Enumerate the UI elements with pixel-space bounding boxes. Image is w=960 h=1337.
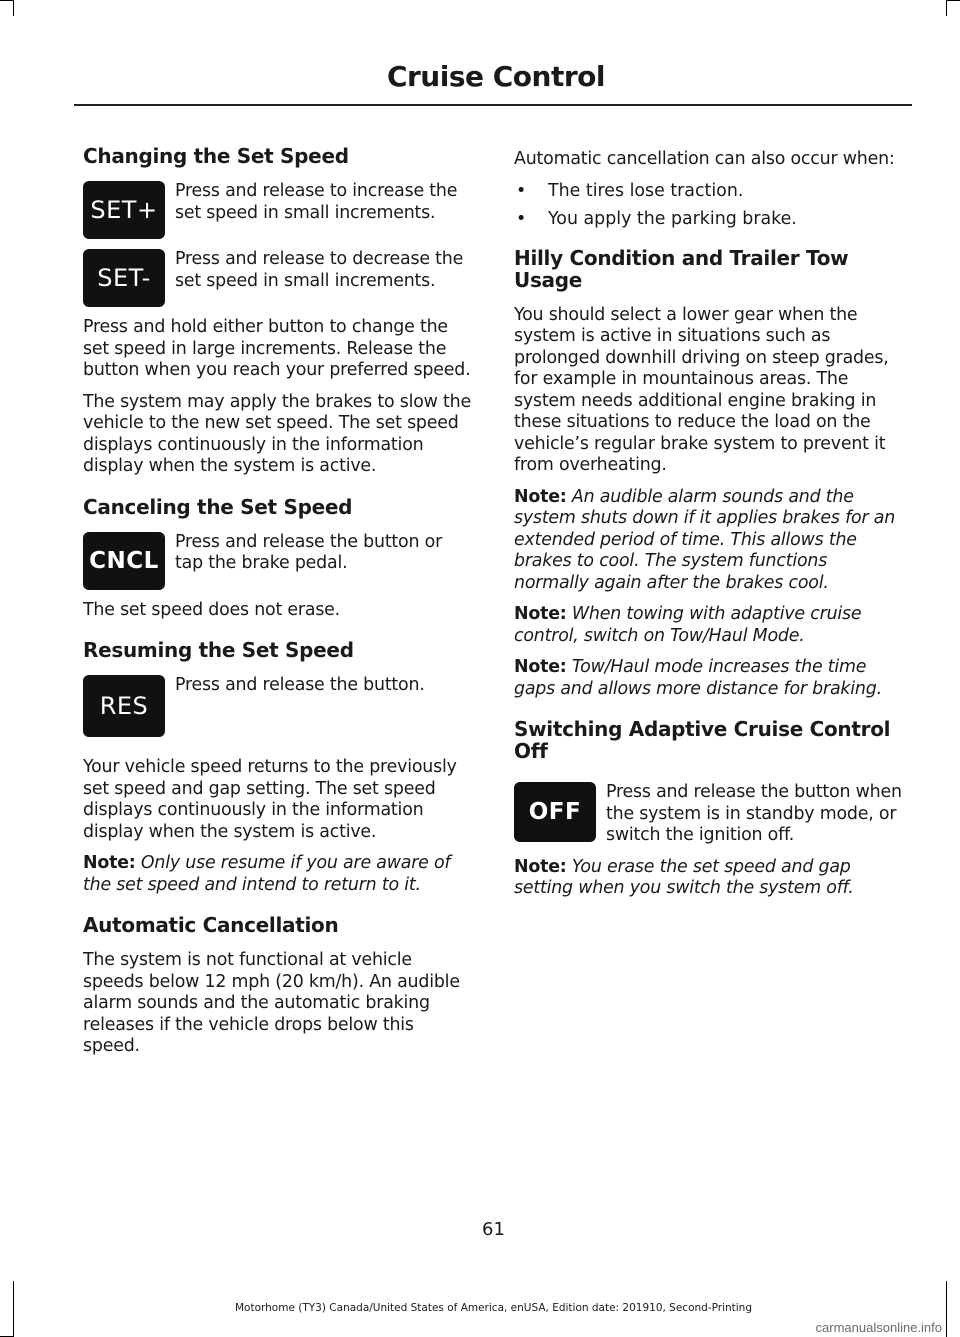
paragraph-brakes-slow: The system may apply the brakes to slow the vehicle to the new set speed. The set speed displays continuously in the information display when the system is active. (83, 391, 471, 476)
note-text: An audible alarm sounds and the system shuts down if it applies brakes for an extended period of time. This allows the brakes to cool. The system functions normally again after the brakes cool. (514, 486, 896, 593)
note-text: Tow/Haul mode increases the time gaps and allows more distance for braking. (514, 657, 882, 699)
off-row (514, 782, 906, 847)
heading-switching-acc-off: Switching Adaptive Cruise Control Off (514, 717, 891, 763)
set-minus-button-icon: SET- (83, 249, 165, 307)
paragraph-press-hold: Press and hold either button to change the set speed in large increments. Release the button when you reach your preferred speed. (83, 317, 471, 380)
set-minus-row (83, 249, 475, 307)
res-button-icon: RES (83, 675, 165, 737)
list-item: • The tires lose traction. (514, 181, 906, 203)
note-text: Only use resume if you are aware of the set speed and intend to return to it. (83, 853, 451, 895)
note-text: You erase the set speed and gap setting when you switch the system off. (514, 856, 854, 898)
list-item: • You apply the parking brake. (514, 209, 906, 231)
crop-mark-top-right-vertical (946, 0, 947, 16)
cncl-row (83, 532, 475, 590)
paragraph-auto-cancel-intro: Automatic cancellation can also occur when: (514, 149, 895, 169)
heading-resuming-set-speed: Resuming the Set Speed (83, 638, 354, 662)
crop-mark-top-left (0, 0, 14, 1)
crop-mark-top-right (946, 0, 960, 1)
edition-footer: Motorhome (TY3) Canada/United States of America, enUSA, Edition date: 201910, Second-Printing (235, 1302, 752, 1314)
auto-cancel-bullet-list (514, 181, 906, 231)
heading-changing-set-speed: Changing the Set Speed (83, 144, 349, 168)
note-label: Note: (514, 657, 567, 677)
heading-automatic-cancellation: Automatic Cancellation (83, 913, 339, 937)
page-number: 61 (482, 1219, 505, 1240)
note-label: Note: (514, 604, 567, 624)
off-description: Press and release the button when the system is in standby mode, or switch the ignition off. (606, 782, 902, 845)
note-label: Note: (83, 853, 136, 873)
crop-mark-top-left-vertical (13, 0, 14, 16)
set-plus-description: Press and release to increase the set speed in small increments. (175, 181, 458, 223)
set-plus-button-icon: SET+ (83, 181, 165, 239)
header-divider (74, 104, 912, 106)
cncl-button-icon: CNCL (83, 532, 165, 590)
paragraph-lower-gear: You should select a lower gear when the system is active in situations such as prolonged downhill driving on steep grades, for example in mountainous areas. The system needs additional engine braking in these situations to reduce the load on the vehicle’s regular brake system to prevent it from overheating. (514, 304, 889, 475)
paragraph-speed-returns: Your vehicle speed returns to the previously set speed and gap setting. The set speed displays continuously in the information display when the system is active. (83, 757, 457, 842)
note-tow-haul-mode (514, 657, 906, 700)
set-minus-description: Press and release to decrease the set speed in small increments. (175, 249, 464, 291)
heading-canceling-set-speed: Canceling the Set Speed (83, 494, 353, 519)
note-towing (514, 604, 906, 647)
set-plus-row (83, 181, 475, 239)
note-text: When towing with adaptive cruise control, switch on Tow/Haul Mode. (514, 604, 862, 646)
paragraph-set-speed-not-erase: The set speed does not erase. (83, 599, 341, 620)
off-button-icon: OFF (514, 782, 596, 842)
note-resume (83, 853, 475, 896)
note-label: Note: (514, 856, 567, 877)
cncl-description: Press and release the button or tap the brake pedal. (175, 531, 443, 573)
res-row (83, 675, 475, 737)
watermark: carmanualsonline.info (815, 1320, 942, 1335)
note-label: Note: (514, 486, 567, 507)
res-description: Press and release the button. (175, 675, 425, 695)
left-column (83, 145, 475, 1068)
right-column (514, 149, 906, 910)
heading-hilly-condition: Hilly Condition and Trailer Tow Usage (514, 245, 849, 292)
page-title: Cruise Control (386, 60, 605, 93)
note-alarm-shutdown (514, 487, 906, 595)
note-erase-set-speed (514, 857, 906, 900)
paragraph-not-functional: The system is not functional at vehicle speeds below 12 mph (20 km/h). An audible alarm sounds and the automatic braking releases if the vehicle drops below this speed. (83, 950, 460, 1056)
